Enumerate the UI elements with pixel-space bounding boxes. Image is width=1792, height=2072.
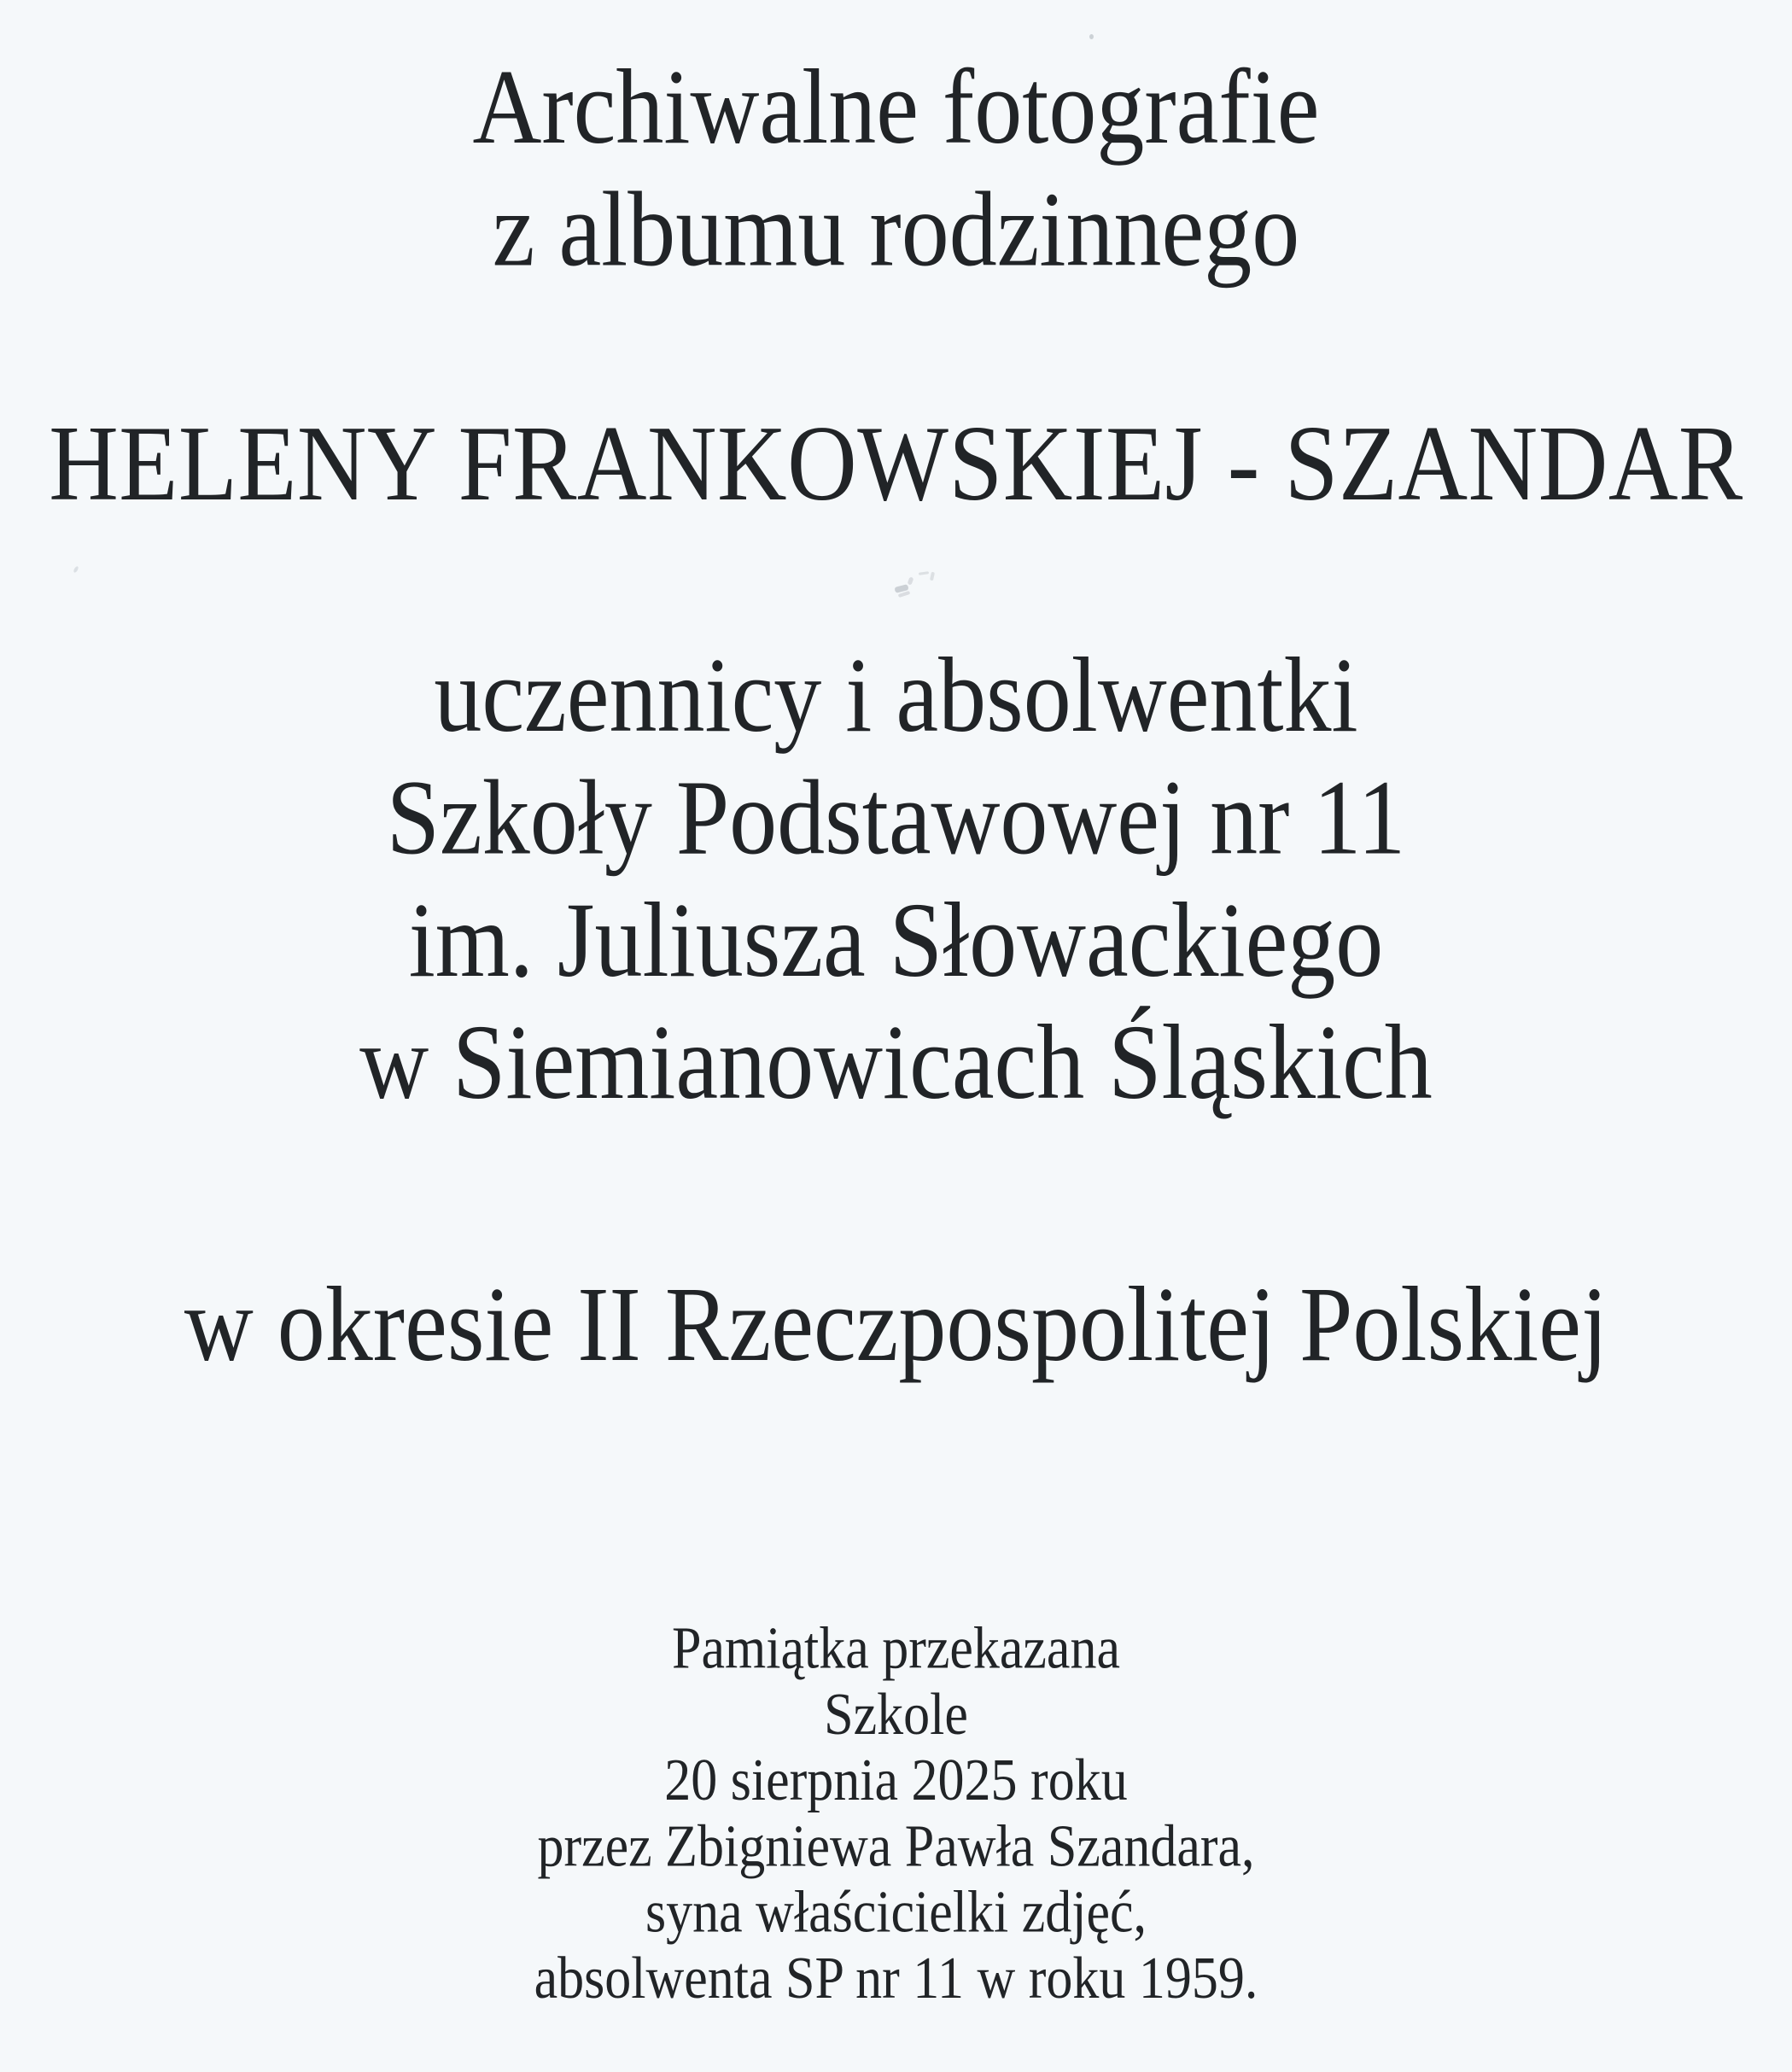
owner-name: HELENY FRANKOWSKIEJ - SZANDAR [49,404,1743,524]
dedication-line-3: 20 sierpnia 2025 roku [664,1748,1128,1813]
pencil-smudge-artifact [886,570,941,599]
school-description-line-3: im. Juliusza Słowackiego [408,880,1384,1000]
school-description-line-4: w Siemianowicach Śląskich [359,1003,1433,1123]
album-title-line-2: z albumu rodzinnego [492,170,1300,289]
dedication-note [0,1616,1792,2012]
school-description-line-2: Szkoły Podstawowej nr 11 [386,758,1406,878]
school-description-line-1: uczennicy i absolwentki [434,636,1358,756]
dedication-line-6: absolwenta SP nr 11 w roku 1959. [534,1946,1258,2011]
dedication-line-4: przez Zbigniewa Pawła Szandara, [537,1813,1255,1879]
album-title [0,46,1792,291]
dedication-line-2: Szkole [824,1682,968,1748]
scan-speck-artifact [73,566,79,574]
album-title-line-1: Archiwalne fotografie [472,48,1320,167]
period-line: w okresie II Rzeczpospolitej Polskiej [184,1265,1608,1385]
dedication-line-1: Pamiątka przekazana [672,1616,1120,1682]
school-description [0,634,1792,1124]
scan-speck-artifact [1089,34,1094,39]
dedication-line-5: syna właścicielki zdjęć, [645,1880,1147,1946]
